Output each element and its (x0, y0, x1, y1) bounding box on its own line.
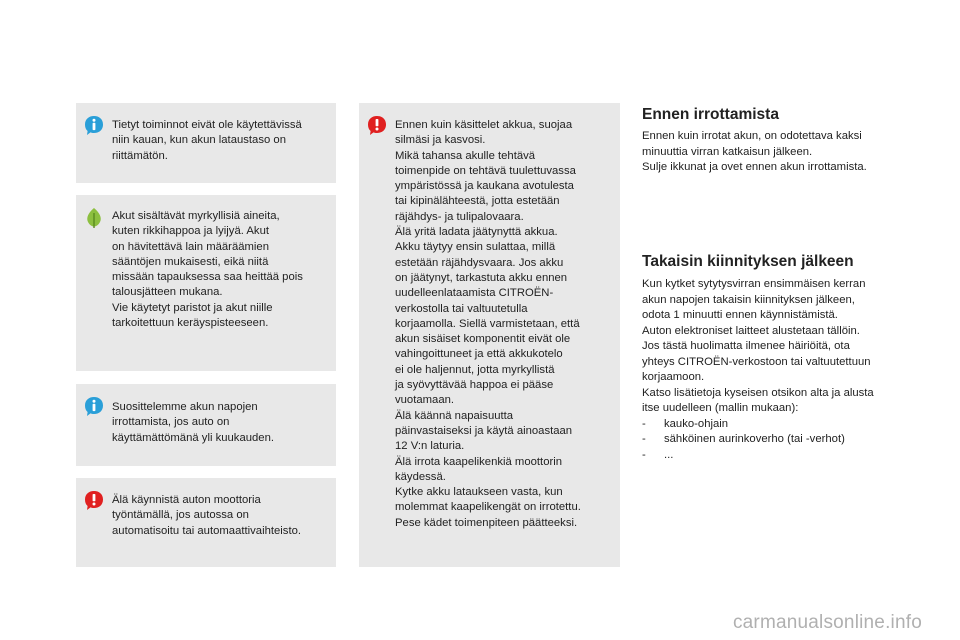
list-item: - sähköinen aurinkoverho (tai -verhot) (642, 433, 845, 445)
section-text: Kun kytket sytytysvirran ensimmäisen kerran akun napojen takaisin kiinnityksen jälkeen, odota 1 minuutti ennen käynnistämistä. Auton elektroniset laitteet alustetaan tällöin. Jos tästä huolimatta ilmenee häiriöitä, ota yhteys CITROËN-verkostoon tai valtuutettuun korjaamoon. Katso lisätietoja kyseisen otsikon alta ja alusta itse uudelleen (mallin mukaan): (642, 278, 874, 414)
environment-note-box (76, 195, 336, 371)
info-icon (84, 115, 104, 137)
info-note-text: Suosittelemme akun napojen irrottamista, jos auto on käyttämättömänä yli kuukauden. (112, 401, 275, 444)
section-heading: Takaisin kiinnityksen jälkeen (642, 253, 854, 270)
warning-note-text: Ennen kuin käsittelet akkua, suojaa silmäsi ja kasvosi. Mikä tahansa akulle tehtävä toimenpide on tehtävä tuulettuvassa ympäristössä ja kaukana avotulesta tai kipinälähteestä, jotta estetään räjähdys- ja tulipalovaara. Älä yritä ladata jäätynyttä akkua. Akku täytyy ensin sulattaa, millä estetään räjähdysvaara. Jos akku on jäätynyt, tarkastuta akku ennen uudelleenlataamista CITROËN- verkostolla tai valtuutetulla korjaamolla. Siellä varmistetaan, että akun sisäiset komponentit eivät ole vahingoittuneet ja että akkukotelo ei ole haljennut, jotta myrkyllistä ja syövyttävää happoa ei pääse vuotamaan. Älä käännä napaisuutta päinvastaiseksi ja käytä ainoastaan 12 V:n laturia. Älä irrota kaapelikenkiä moottorin käydessä. Kytke akku lataukseen vasta, kun molemmat kaapelikengät on irrotettu. Pese kädet toimenpiteen päätteeksi. (395, 119, 581, 529)
warning-icon (367, 115, 387, 137)
warning-icon (84, 490, 104, 512)
warning-note-box (76, 478, 336, 567)
section-before-disconnecting (642, 106, 912, 176)
leaf-icon (84, 207, 104, 229)
section-after-reconnecting (642, 253, 912, 463)
reinit-list (642, 417, 912, 464)
info-note-text: Tietyt toiminnot eivät ole käytettävissä niin kauan, kun akun lataustaso on riittämätön. (112, 119, 302, 162)
watermark: carmanualsonline.info (732, 612, 922, 633)
warning-note-text: Älä käynnistä auton moottoria työntämällä, jos autossa on automatisoitu tai automaattivaihteisto. (112, 494, 302, 537)
environment-note-text: Akut sisältävät myrkyllisiä aineita, kuten rikkihappoa ja lyijyä. Akut on hävitettävä lain määräämien sääntöjen mukaisesti, eikä niitä missään tapauksessa saa heittää pois talousjätteen mukana. Vie käytetyt paristot ja akut niille tarkoitettuun keräyspisteeseen. (112, 210, 303, 330)
info-note-box (76, 103, 336, 183)
section-heading: Ennen irrottamista (642, 106, 779, 123)
list-item: - ... (642, 448, 674, 461)
info-icon (84, 396, 104, 418)
section-text: Ennen kuin irrotat akun, on odotettava kaksi minuuttia virran katkaisun jälkeen. Sulje ikkunat ja ovet ennen akun irrottamista. (642, 130, 867, 173)
list-item: - kauko-ohjain (642, 417, 729, 430)
info-note-box (76, 384, 336, 466)
warning-note-box (359, 103, 620, 567)
